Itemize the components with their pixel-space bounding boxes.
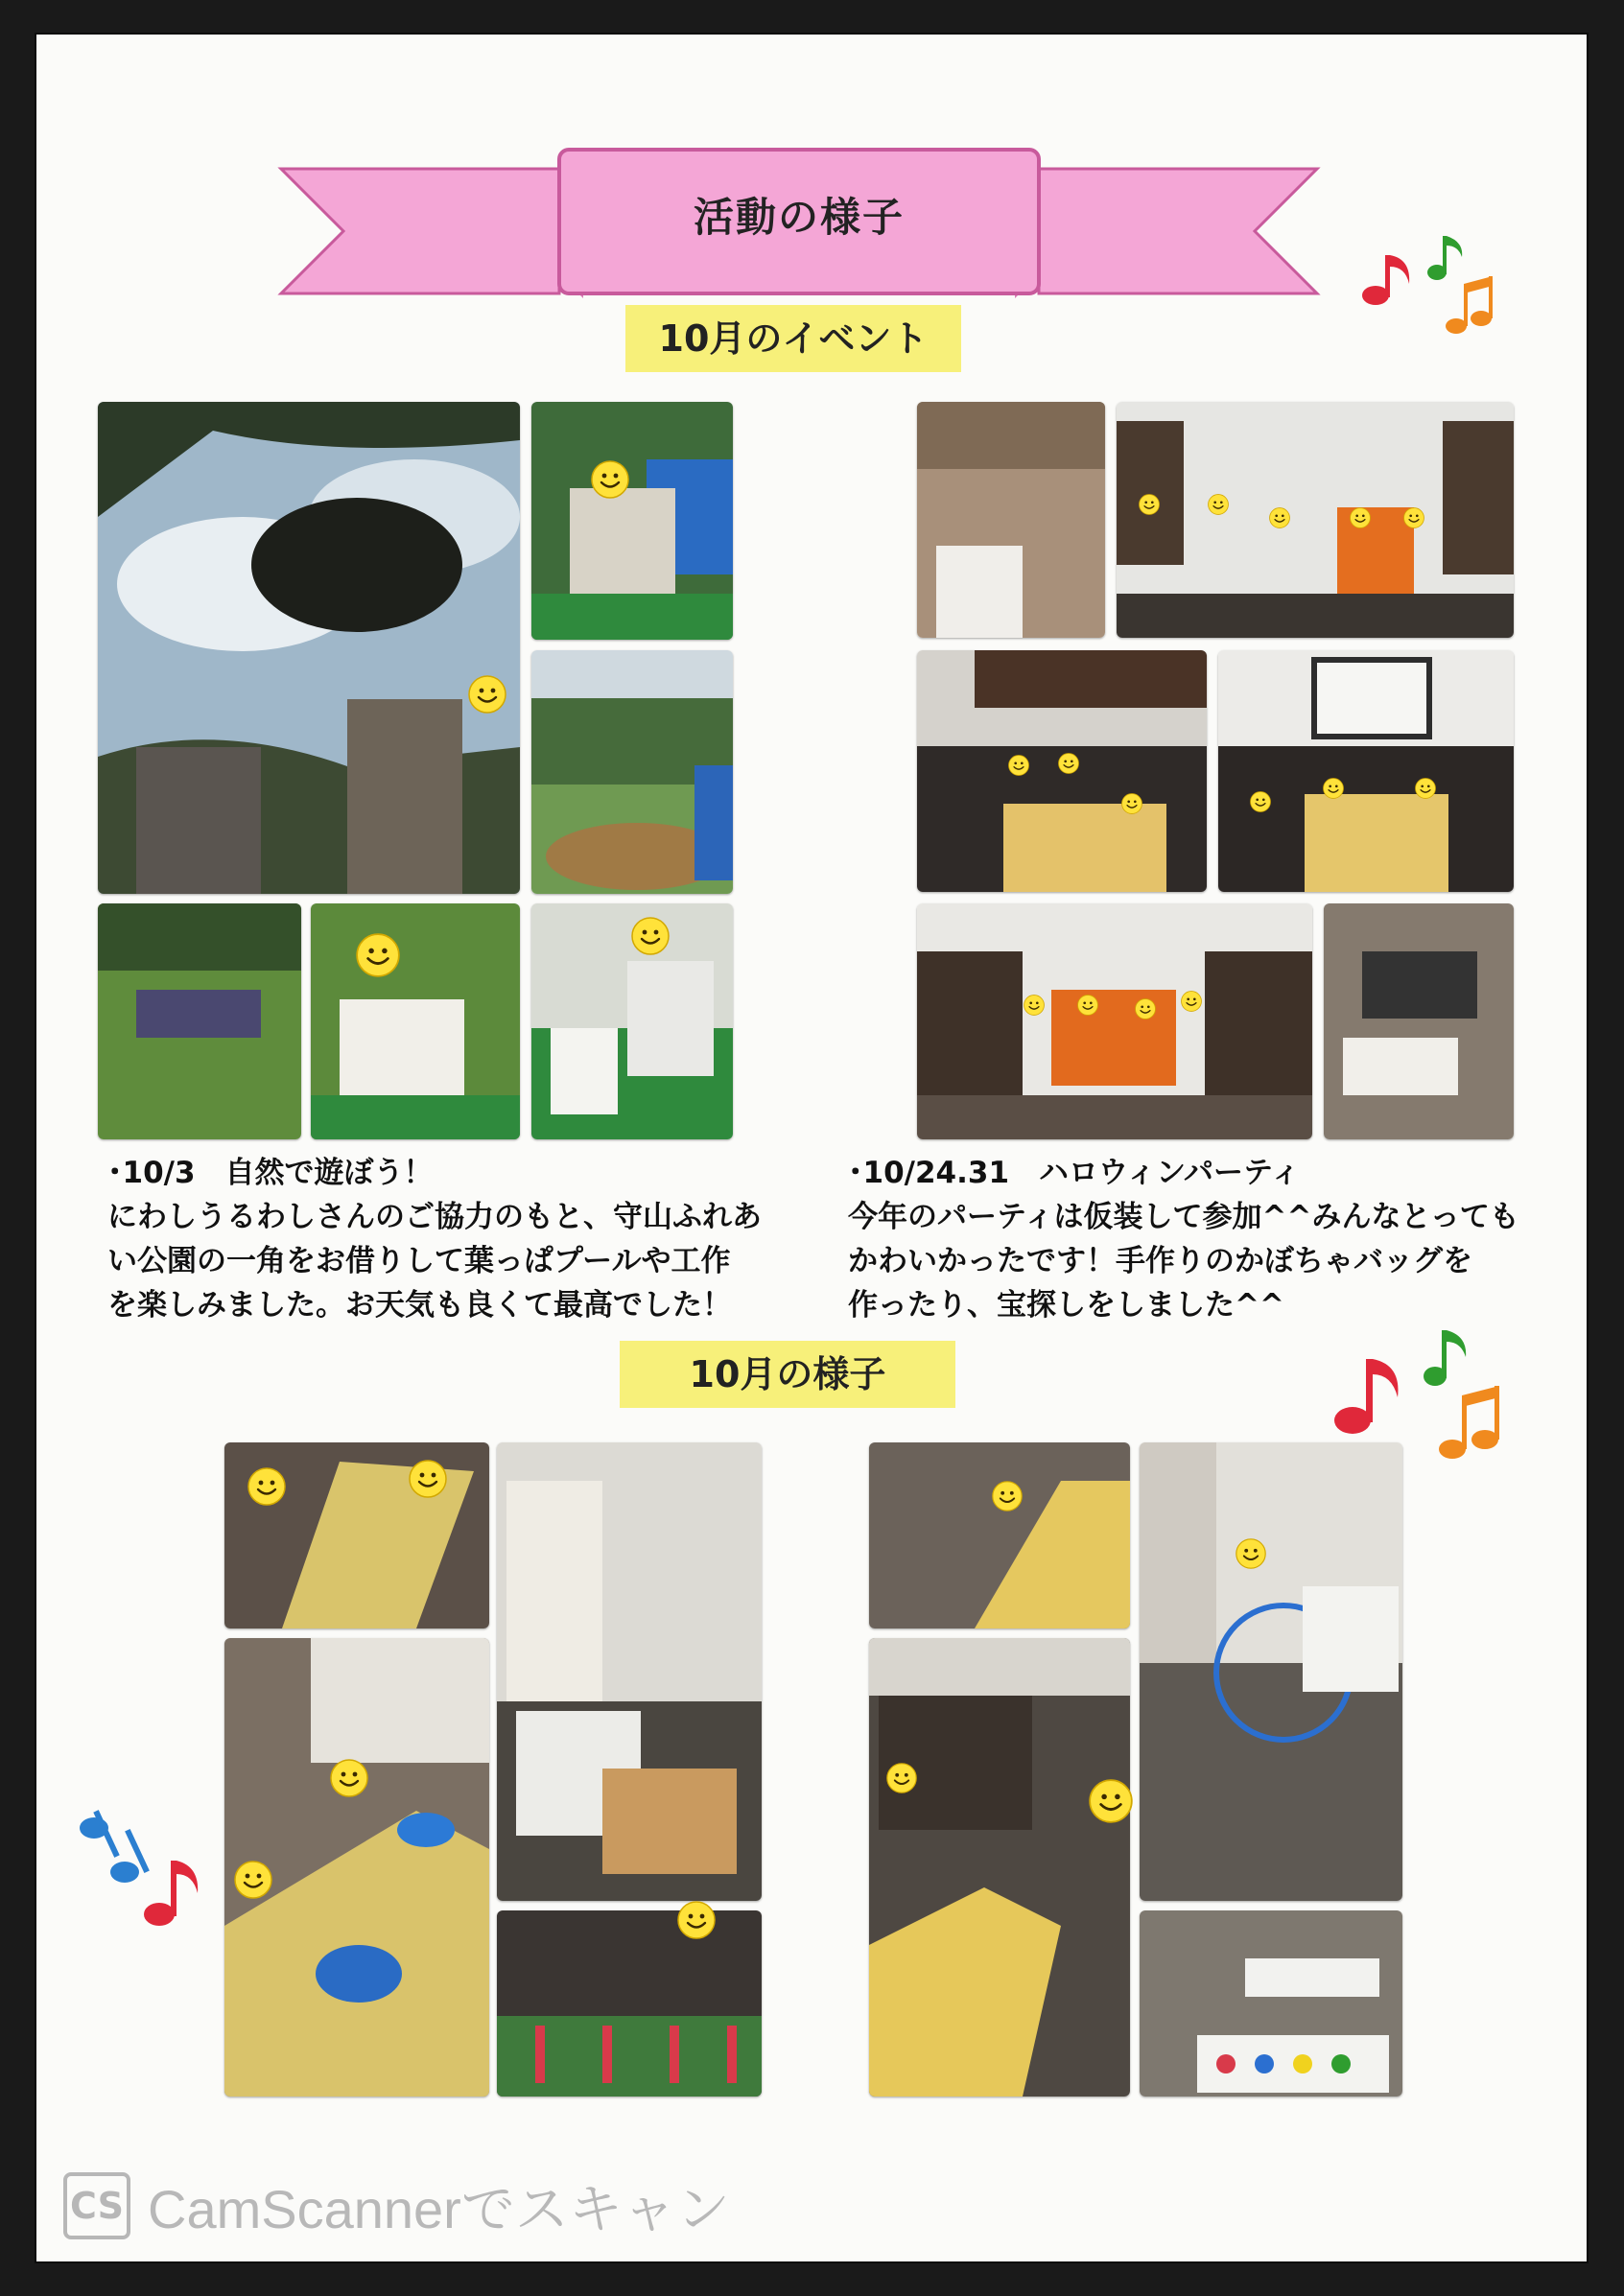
smiley-face-icon: [1250, 791, 1271, 812]
smiley-face-icon: [631, 917, 670, 955]
title-ribbon: [36, 35, 1587, 322]
smiley-face-icon: [468, 675, 506, 714]
smiley-face-icon: [1077, 995, 1098, 1016]
music-note-icon: [1360, 226, 1504, 341]
smiley-face-icon: [234, 1861, 272, 1899]
caption-line: 今年のパーティは仮装して参加^^みんなとっても: [848, 1200, 1519, 1234]
events-section-label: 10月のイベント: [625, 305, 961, 372]
photo-hurdles: [497, 1910, 762, 2097]
camscanner-watermark: [63, 2167, 730, 2244]
photo-child-holding-plate: [311, 903, 520, 1139]
smiley-face-icon: [330, 1759, 368, 1797]
camscanner-logo-icon: CS: [63, 2172, 130, 2239]
smiley-face-icon: [1024, 995, 1045, 1016]
caption-heading: ･10/24.31 ハロウィンパーティ: [848, 1156, 1301, 1190]
caption-line: 作ったり、宝探しをしました^^: [848, 1288, 1284, 1323]
caption-halloween-party: [848, 1151, 1519, 1327]
smiley-face-icon: [1269, 507, 1290, 528]
caption-heading: ･10/3 自然で遊ぼう！: [107, 1156, 434, 1190]
smiley-face-icon: [409, 1460, 447, 1498]
photo-treasure-hunt: [1324, 903, 1514, 1139]
photo-card-game: [869, 1638, 1130, 2097]
photo-halloween-indoor-1: [917, 402, 1105, 638]
smiley-face-icon: [1089, 1779, 1133, 1823]
caption-line: かわいかったです！手作りのかぼちゃバッグを: [848, 1244, 1472, 1278]
newsletter-page: [36, 35, 1587, 2261]
smiley-face-icon: [1135, 998, 1156, 1019]
watermark-text: CamScannerでスキャン: [148, 2179, 730, 2239]
page-title: 活動の様子: [693, 194, 905, 241]
smiley-face-icon: [1403, 507, 1424, 528]
photo-hula-hoop: [1140, 1442, 1402, 1901]
smiley-face-icon: [1415, 778, 1436, 799]
photo-table-activity: [869, 1442, 1130, 1628]
photo-halloween-table-2: [1218, 650, 1514, 892]
smiley-face-icon: [1208, 494, 1229, 515]
smiley-face-icon: [247, 1467, 286, 1506]
smiley-face-icon: [886, 1763, 917, 1793]
photo-group-grass: [98, 903, 301, 1139]
photo-child-sitting: [531, 402, 733, 640]
photo-balance-beam: [497, 1442, 762, 1901]
smiley-face-icon: [1323, 778, 1344, 799]
caption-line: い公園の一角をお借りして葉っぱプールや工作: [107, 1244, 731, 1278]
smiley-face-icon: [1058, 753, 1079, 774]
caption-line: にわしうるわしさんのご協力のもと、守山ふれあ: [107, 1200, 762, 1234]
photo-halloween-costumes-2: [917, 903, 1312, 1139]
smiley-face-icon: [1121, 793, 1142, 814]
smiley-face-icon: [591, 460, 629, 499]
smiley-face-icon: [1181, 991, 1202, 1012]
smiley-face-icon: [1139, 494, 1160, 515]
smiley-face-icon: [992, 1481, 1023, 1511]
caption-nature-play: [107, 1151, 762, 1327]
monthly-section-label: 10月の様子: [620, 1341, 955, 1408]
smiley-face-icon: [1350, 507, 1371, 528]
smiley-face-icon: [677, 1901, 716, 1939]
smiley-face-icon: [1008, 755, 1029, 776]
photo-twister-game: [1140, 1910, 1402, 2097]
caption-line: を楽しみました。お天気も良くて最高でした！: [107, 1288, 732, 1323]
smiley-face-icon: [1236, 1538, 1266, 1569]
music-note-icon: [75, 1799, 209, 1933]
photo-park-leaves: [531, 650, 733, 894]
photo-leaves-throw: [98, 402, 520, 894]
photo-halloween-costumes-group: [1117, 402, 1514, 638]
smiley-face-icon: [356, 933, 400, 977]
